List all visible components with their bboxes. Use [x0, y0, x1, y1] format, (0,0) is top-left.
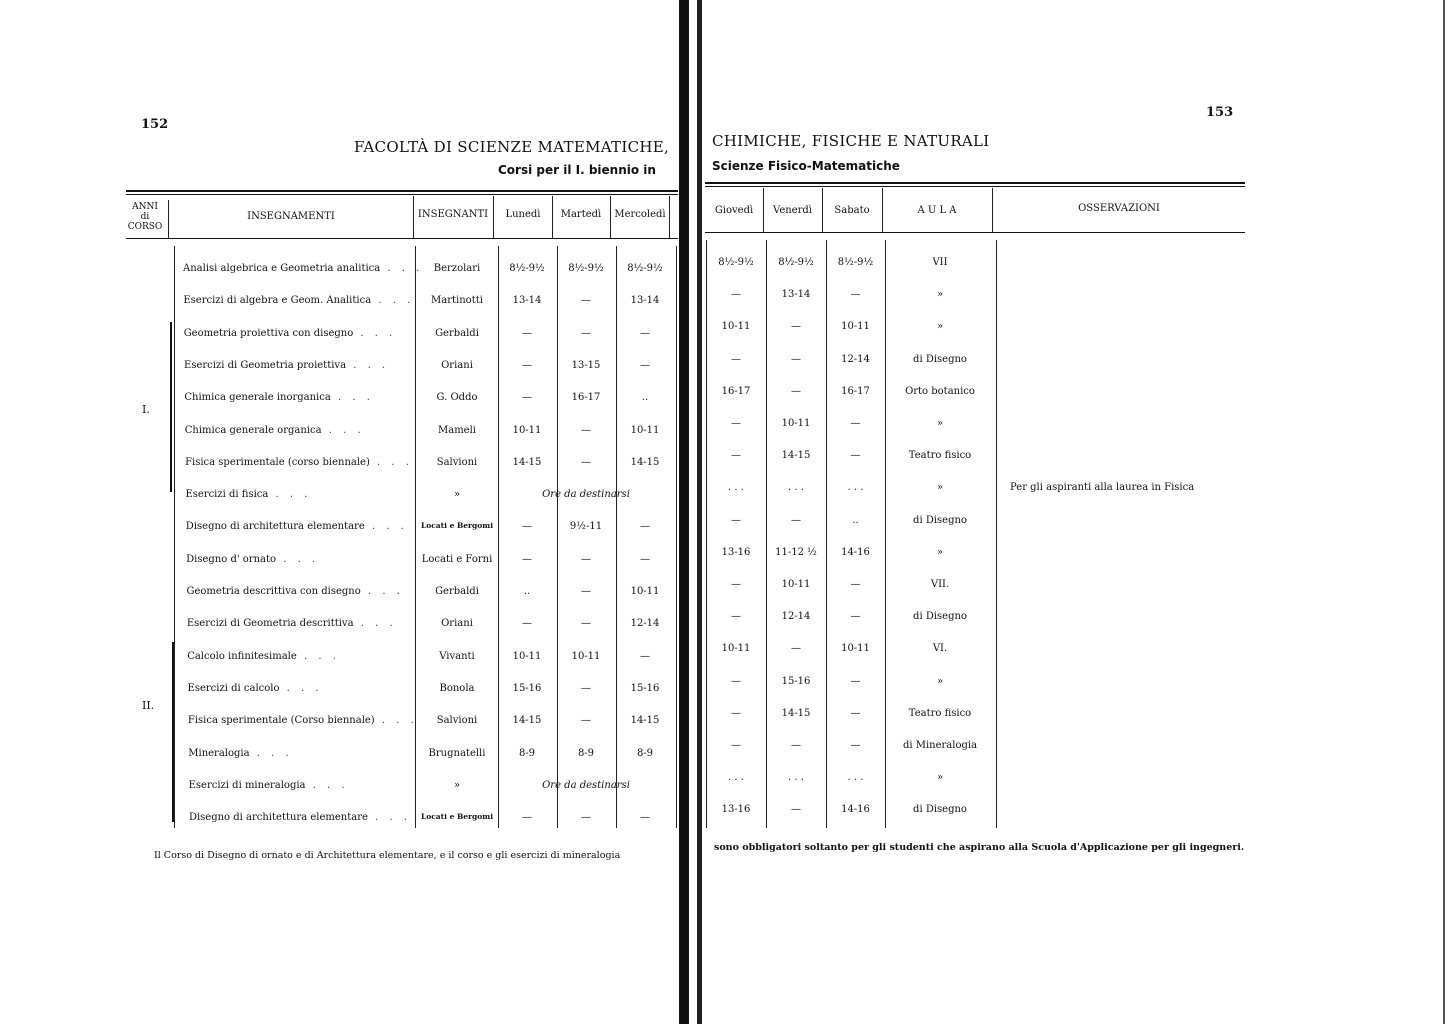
- subtitle-right: Scienze Fisico-Matematiche: [712, 159, 900, 173]
- cell-ven: 10-11: [781, 418, 811, 429]
- cell-lun: 10-11: [512, 424, 542, 436]
- course-name: [185, 489, 311, 500]
- leader-dots: . . .: [380, 263, 424, 274]
- cell-mar: 9½-11: [569, 521, 603, 533]
- cell-mer: 10-11: [630, 424, 660, 436]
- cell-gio: —: [731, 514, 741, 526]
- year-brace-1: [170, 322, 172, 492]
- cell-insegnante: Mameli: [438, 424, 476, 436]
- leader-dots: . . .: [364, 521, 408, 533]
- cell-gio: —: [731, 611, 741, 623]
- cell-aula: »: [936, 289, 944, 301]
- cell-mar: —: [581, 295, 591, 307]
- cell-aula: »: [936, 675, 944, 687]
- cell-sab: ..: [852, 514, 859, 526]
- cell-sab: 12-14: [841, 353, 870, 365]
- cell-ven: . . .: [788, 482, 804, 494]
- course-name-text: Chimica generale inorganica: [184, 392, 331, 404]
- cell-aula: di Disegno: [913, 514, 967, 526]
- cell-insegnante: Gerbaldi: [435, 586, 479, 597]
- cell-mar: —: [581, 424, 591, 436]
- course-name: [186, 554, 319, 565]
- cell-mar: —: [581, 618, 591, 630]
- cell-insegnante: »: [453, 489, 461, 501]
- leader-dots: . . .: [279, 682, 323, 694]
- cell-sab: 8½-9½: [837, 257, 874, 268]
- cell-aula: di Disegno: [913, 804, 967, 816]
- header-giovedi: Giovedì: [714, 205, 754, 216]
- cell-insegnante: Berzolari: [433, 263, 481, 274]
- header-top-rule-left: [126, 190, 678, 192]
- course-name-text: Esercizi di algebra e Geom. Analitica: [183, 295, 372, 307]
- cell-gio: 8½-9½: [718, 257, 754, 268]
- cell-mer: 12-14: [630, 618, 660, 630]
- page-number-left: 152: [141, 117, 169, 132]
- cell-lun: 8½-9½: [509, 263, 545, 274]
- footnote-left: Il Corso di Disegno di ornato e di Architettura elementare, e il corso e gli esercizi di mineralogia: [154, 850, 621, 861]
- cell-gio: —: [731, 707, 741, 719]
- page-number-right: 153: [1206, 105, 1234, 120]
- leader-dots: . . .: [371, 295, 415, 307]
- cell-ven: 14-15: [781, 707, 811, 719]
- cell-sab: —: [850, 579, 861, 590]
- header-divider: [882, 188, 883, 232]
- cell-gio: —: [731, 675, 741, 687]
- cell-aula: Orto botanico: [905, 385, 975, 397]
- cell-gio: 10-11: [721, 321, 751, 333]
- cell-lun: —: [522, 392, 532, 404]
- cell-gio: . . .: [728, 482, 744, 494]
- cell-mer: 14-15: [630, 715, 660, 727]
- cell-lun: —: [522, 553, 532, 565]
- cell-aula: »: [936, 321, 944, 333]
- course-name-text: Geometria proiettiva con disegno: [183, 327, 354, 339]
- cell-gio: —: [731, 418, 741, 429]
- cell-ven: 11-12 ½: [775, 546, 817, 558]
- cell-ven: —: [791, 740, 801, 751]
- cell-gio: —: [731, 579, 741, 590]
- leader-dots: . . .: [296, 650, 340, 662]
- course-name-text: Esercizi di Geometria descrittiva: [186, 618, 354, 630]
- cell-mer: 8-9: [636, 747, 654, 759]
- cell-mar: —: [581, 553, 591, 565]
- course-name-text: Analisi algebrica e Geometria analitica: [183, 263, 381, 274]
- year-brace-2: [172, 642, 174, 822]
- header-lunedi: Lunedì: [505, 209, 541, 220]
- cell-aula: VII: [932, 257, 948, 268]
- course-name-text: Esercizi di calcolo: [187, 682, 280, 694]
- course-name-text: Disegno d' ornato: [186, 553, 277, 565]
- cell-mer: —: [640, 521, 650, 533]
- course-name-text: Esercizi di Geometria proiettiva: [184, 359, 347, 371]
- cell-gio: —: [731, 353, 741, 365]
- cell-ven: 10-11: [781, 579, 811, 590]
- cell-gio: . . .: [728, 772, 744, 784]
- cell-mer: 14-15: [630, 456, 660, 468]
- cell-mar: —: [581, 682, 591, 694]
- cell-aula: VI.: [932, 643, 948, 655]
- course-name: [189, 812, 411, 823]
- cell-aula: »: [936, 546, 944, 558]
- course-name: [185, 457, 413, 468]
- cell-aula: »: [936, 772, 944, 784]
- header-aula: A U L A: [917, 205, 957, 216]
- header-divider: [168, 200, 169, 238]
- header-mercoledi: Mercoledì: [614, 209, 666, 220]
- cell-insegnante: Brugnatelli: [428, 747, 486, 759]
- header-divider: [610, 196, 611, 238]
- course-name: [184, 360, 389, 371]
- cell-sab: 14-16: [841, 546, 870, 558]
- cell-aula: »: [936, 482, 944, 494]
- header-venerdi: Venerdì: [773, 205, 812, 216]
- header-sabato: Sabato: [834, 205, 870, 216]
- cell-insegnante: G. Oddo: [436, 392, 478, 404]
- cell-insegnante: Salvioni: [436, 456, 478, 468]
- header-anni-line-1: ANNI: [132, 202, 158, 212]
- subtitle-left: Corsi per il I. biennio in: [498, 163, 656, 177]
- cell-lun: —: [522, 521, 532, 533]
- leader-dots: . . .: [276, 553, 320, 565]
- header-divider: [413, 196, 414, 238]
- cell-sab: —: [850, 450, 861, 462]
- cell-insegnante: Locati e Bergomi: [420, 521, 494, 531]
- header-divider: [669, 196, 670, 238]
- leader-dots: . . .: [353, 327, 397, 339]
- cell-gio: —: [731, 450, 741, 462]
- course-name: [189, 780, 349, 791]
- cell-aula: VII.: [930, 579, 950, 590]
- cell-mer: —: [640, 553, 650, 565]
- cell-lun: Ore da destinarsi: [542, 489, 630, 501]
- header-divider: [822, 188, 823, 232]
- book-spine-shadow: [697, 0, 702, 1024]
- title-left: FACOLTÀ DI SCIENZE MATEMATICHE,: [354, 138, 670, 156]
- cell-mer: —: [640, 650, 650, 662]
- cell-gio: 10-11: [721, 643, 751, 655]
- header-anni-line-2: di: [140, 212, 150, 222]
- title-right: CHIMICHE, FISICHE E NATURALI: [712, 132, 990, 150]
- leader-dots: . . .: [369, 456, 413, 468]
- cell-insegnante: Oriani: [441, 618, 473, 630]
- cell-ven: . . .: [788, 772, 804, 784]
- year-label-1: I.: [142, 403, 150, 416]
- cell-sab: . . .: [847, 772, 864, 784]
- cell-lun: ..: [523, 586, 531, 597]
- leader-dots: . . .: [249, 747, 293, 759]
- cell-sab: —: [850, 611, 861, 623]
- course-name-text: Esercizi di fisica: [185, 489, 269, 501]
- cell-sab: 14-16: [841, 804, 870, 816]
- body-divider: [676, 246, 677, 828]
- leader-dots: . . .: [374, 715, 418, 727]
- cell-mar: 10-11: [571, 650, 601, 662]
- header-divider: [552, 196, 553, 238]
- leader-dots: . . .: [367, 812, 411, 824]
- course-name: [187, 651, 340, 662]
- course-name-text: Calcolo infinitesimale: [187, 650, 297, 662]
- leader-dots: . . .: [268, 489, 312, 501]
- cell-insegnante: Oriani: [441, 359, 473, 371]
- cell-gio: —: [731, 289, 741, 301]
- cell-lun: 10-11: [512, 650, 542, 662]
- course-name: [187, 586, 404, 597]
- cell-ven: 13-14: [781, 289, 811, 301]
- cell-ven: —: [791, 804, 801, 816]
- cell-aula: di Mineralogia: [902, 740, 978, 751]
- cell-mer: 10-11: [630, 586, 660, 597]
- cell-gio: 13-16: [721, 804, 751, 816]
- cell-aula: Teatro fisico: [908, 450, 972, 462]
- leader-dots: . . .: [346, 359, 390, 371]
- cell-aula: di Disegno: [913, 353, 967, 365]
- cell-lun: —: [522, 618, 532, 630]
- body-divider: [174, 246, 175, 828]
- course-name-text: Disegno di architettura elementare: [185, 521, 365, 533]
- cell-ven: 12-14: [781, 611, 811, 623]
- leader-dots: . . .: [305, 779, 349, 791]
- header-osservazioni: OSSERVAZIONI: [1078, 203, 1160, 214]
- cell-insegnante: Bonola: [439, 682, 475, 694]
- cell-ven: 15-16: [781, 675, 811, 687]
- cell-sab: —: [850, 707, 861, 719]
- cell-mer: —: [640, 812, 650, 824]
- cell-lun: 8-9: [518, 747, 536, 759]
- header-divider: [992, 188, 993, 232]
- cell-ven: 14-15: [781, 450, 811, 462]
- course-name: [184, 392, 374, 403]
- cell-mer: 15-16: [630, 682, 660, 694]
- course-name-text: Esercizi di mineralogia: [188, 779, 306, 791]
- cell-sab: . . .: [847, 482, 864, 494]
- cell-mar: —: [581, 812, 591, 824]
- header-insegnamenti: INSEGNAMENTI: [247, 211, 335, 222]
- cell-lun: 15-16: [512, 682, 542, 694]
- cell-mar: —: [581, 327, 591, 339]
- course-name-text: Fisica sperimentale (Corso biennale): [187, 715, 375, 727]
- cell-mar: 13-15: [571, 359, 601, 371]
- course-name: [183, 263, 423, 274]
- course-name: [187, 618, 397, 629]
- header-anni: [124, 202, 166, 232]
- year-label-2: II.: [142, 699, 155, 712]
- course-name-text: Mineralogia: [188, 747, 250, 759]
- cell-insegnante: »: [453, 779, 461, 791]
- cell-ven: —: [791, 321, 801, 333]
- cell-mar: —: [581, 715, 591, 727]
- cell-sab: —: [850, 675, 861, 687]
- cell-sab: —: [850, 418, 861, 429]
- header-divider: [493, 196, 494, 238]
- leader-dots: . . .: [330, 392, 374, 404]
- header-top-rule-right: [705, 182, 1245, 184]
- cell-gio: 13-16: [721, 546, 751, 558]
- header-divider: [763, 188, 764, 232]
- cell-ven: 8½-9½: [778, 257, 814, 268]
- cell-osservazioni: Per gli aspiranti alla laurea in Fisica: [1010, 482, 1195, 494]
- cell-insegnante: Gerbaldi: [435, 327, 479, 339]
- cell-mar: —: [581, 586, 591, 597]
- cell-mer: ..: [641, 392, 649, 404]
- cell-lun: 14-15: [512, 715, 542, 727]
- cell-aula: »: [936, 418, 944, 429]
- page-edge: [1443, 0, 1445, 1024]
- cell-gio: —: [731, 740, 741, 751]
- cell-insegnante: Locati e Bergomi: [420, 812, 494, 822]
- header-bottom-rule-right: [705, 232, 1245, 233]
- cell-mar: 16-17: [571, 392, 601, 404]
- cell-lun: —: [522, 327, 532, 339]
- cell-insegnante: Locati e Forni: [421, 553, 493, 565]
- header-top-rule-left-2: [126, 194, 678, 195]
- header-top-rule-right-2: [705, 186, 1245, 187]
- cell-sab: 10-11: [841, 643, 870, 655]
- cell-aula: di Disegno: [913, 611, 967, 623]
- course-name-text: Geometria descrittiva con disegno: [186, 586, 361, 597]
- course-name: [183, 295, 414, 306]
- course-name: [188, 683, 323, 694]
- leader-dots: . . .: [321, 424, 365, 436]
- cell-aula: Teatro fisico: [908, 707, 972, 719]
- course-name: [185, 425, 365, 436]
- course-name: [188, 715, 418, 726]
- cell-lun: Ore da destinarsi: [542, 779, 630, 791]
- header-insegnanti: INSEGNANTI: [417, 209, 489, 220]
- header-martedi: Martedì: [560, 209, 602, 220]
- book-spine: [679, 0, 689, 1024]
- cell-mer: 8½-9½: [627, 263, 663, 274]
- course-name: [184, 328, 397, 339]
- cell-sab: 10-11: [841, 321, 870, 333]
- course-name: [188, 748, 292, 759]
- cell-sab: —: [850, 740, 861, 751]
- header-bottom-rule-left: [126, 238, 678, 239]
- cell-lun: 13-14: [512, 295, 542, 307]
- cell-mer: —: [640, 327, 650, 339]
- cell-mar: 8½-9½: [568, 263, 604, 274]
- leader-dots: . . .: [360, 586, 404, 597]
- cell-mer: 13-14: [630, 295, 660, 307]
- cell-ven: —: [791, 385, 801, 397]
- cell-ven: —: [791, 514, 801, 526]
- cell-ven: —: [791, 643, 801, 655]
- leader-dots: . . .: [353, 618, 397, 630]
- cell-ven: —: [791, 353, 801, 365]
- cell-sab: 16-17: [841, 385, 870, 397]
- cell-insegnante: Salvioni: [436, 715, 478, 727]
- course-name: [186, 521, 408, 532]
- body-divider: [996, 240, 997, 828]
- cell-mar: 8-9: [577, 747, 595, 759]
- cell-insegnante: Vivanti: [439, 650, 475, 662]
- footnote-right: sono obbligatori soltanto per gli studenti che aspirano alla Scuola d'Applicazione per gli ingegneri.: [714, 842, 1245, 853]
- cell-mer: —: [640, 359, 650, 371]
- cell-insegnante: Martinotti: [431, 295, 483, 307]
- cell-mar: —: [581, 456, 591, 468]
- cell-lun: —: [522, 359, 532, 371]
- cell-gio: 16-17: [721, 385, 751, 397]
- cell-lun: —: [522, 812, 532, 824]
- header-anni-line-3: CORSO: [127, 222, 163, 232]
- course-name-text: Disegno di architettura elementare: [188, 812, 368, 824]
- cell-sab: —: [850, 289, 861, 301]
- course-name-text: Chimica generale organica: [184, 424, 322, 436]
- course-name-text: Fisica sperimentale (corso biennale): [185, 456, 370, 468]
- cell-lun: 14-15: [512, 456, 542, 468]
